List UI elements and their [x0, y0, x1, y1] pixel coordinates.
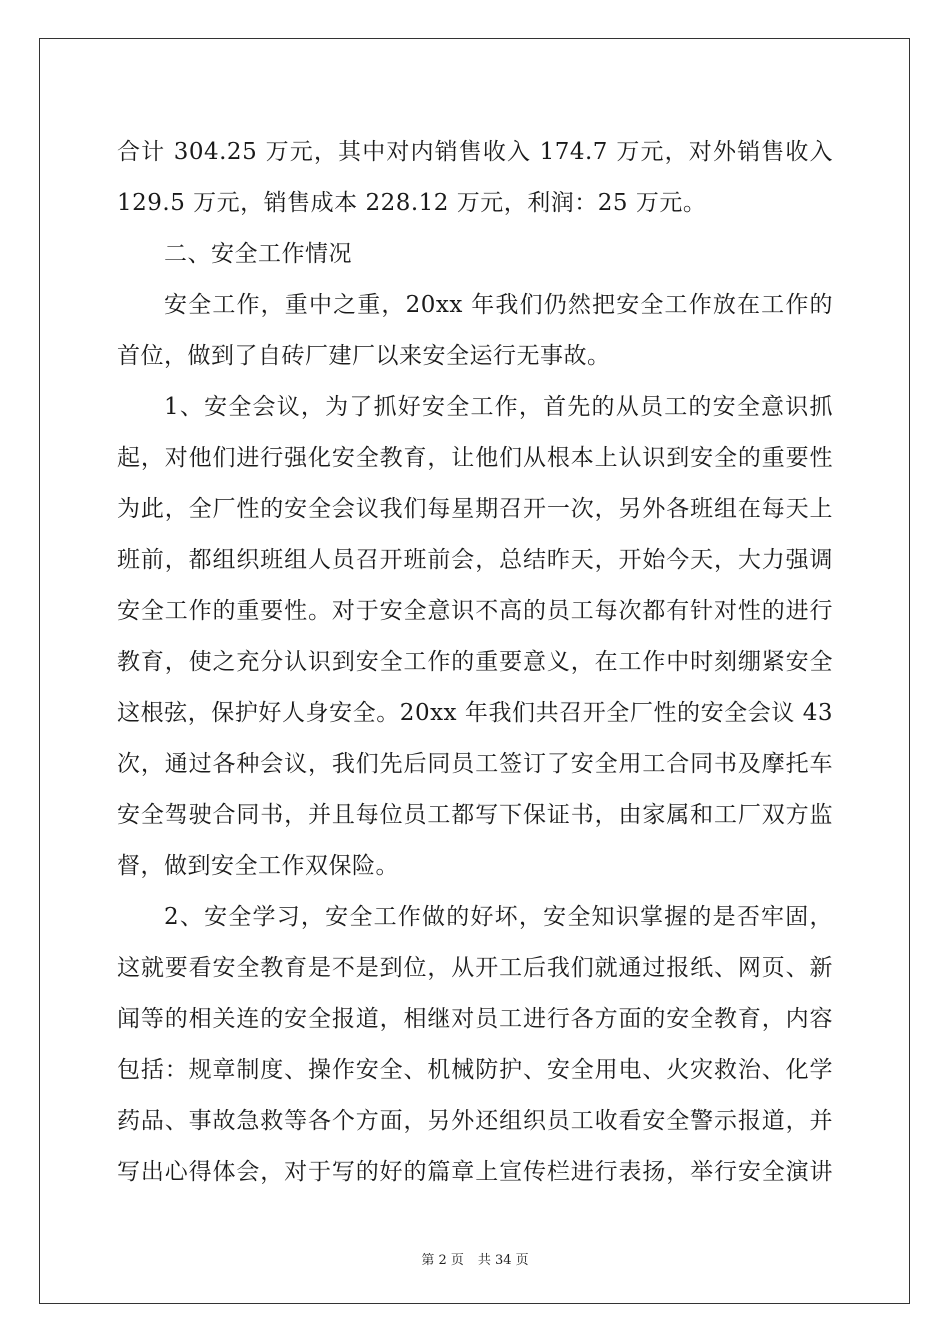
text-line: 安全驾驶合同书，并且每位员工都写下保证书，由家属和工厂双方监: [117, 802, 833, 828]
text-line: 督，做到安全工作双保险。: [117, 853, 399, 879]
text-line: 这根弦，保护好人身安全。20xx 年我们共召开全厂性的安全会议 43: [117, 700, 833, 726]
text-line: 2、安全学习，安全工作做的好坏，安全知识掌握的是否牢固，: [164, 904, 833, 930]
page-footer: [0, 1249, 950, 1268]
text-line: 安全工作的重要性。对于安全意识不高的员工每次都有针对性的进行: [117, 598, 833, 624]
text-line: 起，对他们进行强化安全教育，让他们从根本上认识到安全的重要性: [117, 445, 833, 471]
text-line: 1、安全会议，为了抓好安全工作，首先的从员工的安全意识抓: [164, 394, 833, 420]
text-line: 安全工作，重中之重，20xx 年我们仍然把安全工作放在工作的: [164, 292, 833, 318]
text-line: 闻等的相关连的安全报道，相继对员工进行各方面的安全教育，内容: [117, 1006, 833, 1032]
document-body: [117, 127, 833, 1198]
text-line: 药品、事故急救等各个方面，另外还组织员工收看安全警示报道，并: [117, 1108, 833, 1134]
text-line: 教育，使之充分认识到安全工作的重要意义，在工作中时刻绷紧安全: [117, 649, 833, 675]
text-line: 为此，全厂性的安全会议我们每星期召开一次，另外各班组在每天上: [117, 496, 833, 522]
text-line: 合计 304.25 万元，其中对内销售收入 174.7 万元，对外销售收入: [117, 139, 833, 165]
section-heading: 二、安全工作情况: [164, 241, 352, 267]
page-total: 共 34 页: [477, 1253, 529, 1268]
text-line: 129.5 万元，销售成本 228.12 万元，利润：25 万元。: [117, 190, 707, 216]
page-number: 第 2 页: [421, 1253, 464, 1268]
text-line: 包括：规章制度、操作安全、机械防护、安全用电、火灾救治、化学: [117, 1057, 833, 1083]
text-line: 这就要看安全教育是不是到位，从开工后我们就通过报纸、网页、新: [117, 955, 833, 981]
text-line: 写出心得体会，对于写的好的篇章上宣传栏进行表扬，举行安全演讲: [117, 1159, 833, 1185]
text-line: 班前，都组织班组人员召开班前会，总结昨天，开始今天，大力强调: [117, 547, 833, 573]
text-line: 首位，做到了自砖厂建厂以来安全运行无事故。: [117, 343, 611, 369]
text-line: 次，通过各种会议，我们先后同员工签订了安全用工合同书及摩托车: [117, 751, 833, 777]
